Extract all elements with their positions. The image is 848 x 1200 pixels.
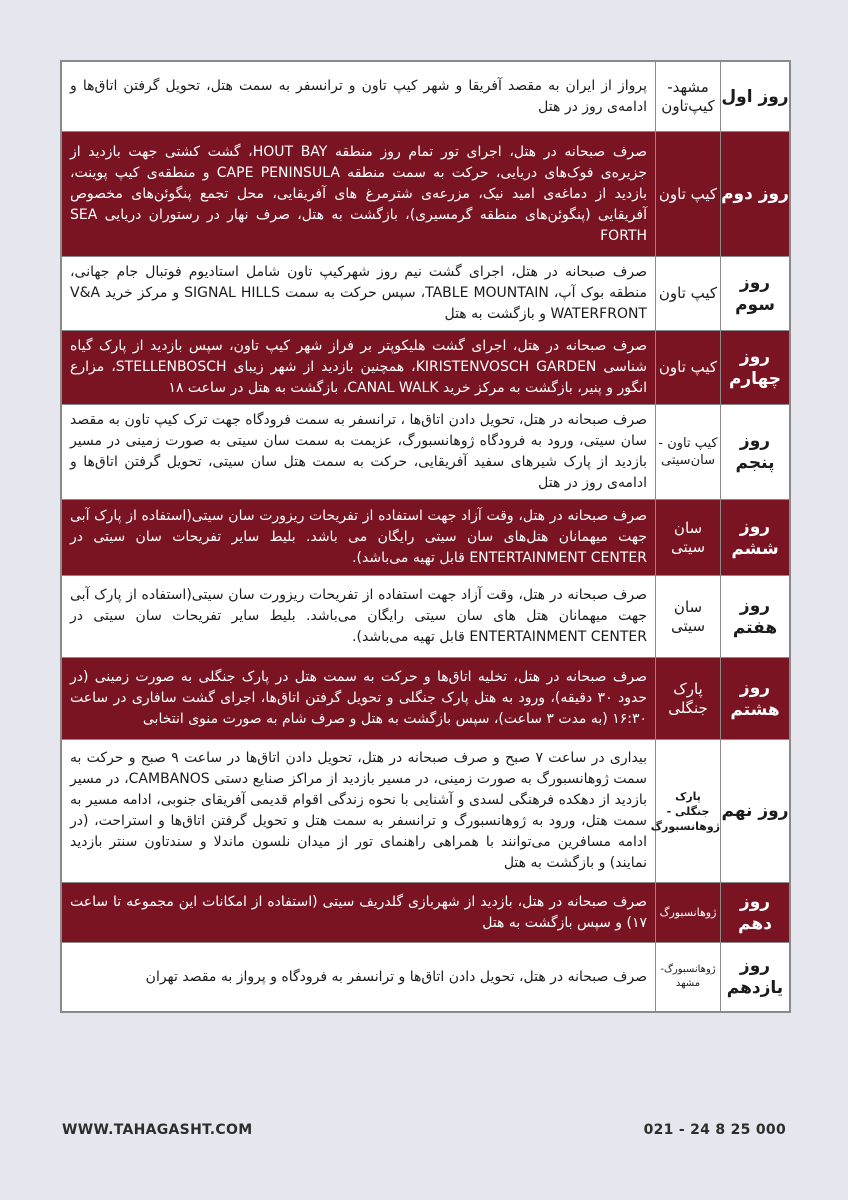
- city-label: مشهد- کیپ‌تاون: [656, 62, 721, 132]
- city-label: سان سیتی: [656, 500, 721, 576]
- day-label: روز نهم: [721, 740, 790, 883]
- itinerary-row-day-4: [62, 331, 790, 405]
- day-label: روز چهارم: [721, 331, 790, 405]
- day-label: روز یازدهم: [721, 943, 790, 1012]
- day-description: صرف صبحانه در هتل، اجرای تور تمام روز منطقه HOUT BAY، گشت کشتی جهت بازدید از جزیره‌ی فوک‌های دریایی، حرکت به سمت منطقه CAPE PENINSULA و منطقه‌ی کیپ پوینت، بازدید از دماغه‌ی امید نیک، مزرعه‌ی شترمرغ های آفریقایی، محل تجمع پنگوئن‌های مخصوص آفریقایی (پنگوئن‌های منطقه گرمسیری)، بازگشت به هتل، صرف نهار در رستوران دریایی SEA FORTH: [62, 132, 656, 257]
- day-label: روز هفتم: [721, 576, 790, 658]
- website-link[interactable]: WWW.TAHAGASHT.COM: [62, 1122, 253, 1138]
- itinerary-row-day-1: [62, 62, 790, 132]
- city-label: پارک جنگلی: [656, 658, 721, 740]
- day-description: صرف صبحانه در هتل، وقت آزاد جهت استفاده از تفریحات ریزورت سان سیتی(استفاده از پارک آبی جهت میهمانان هتل های سان سیتی رایگان می‌باشد. بلیط سایر تفریحات سان سیتی در ENTERTAINMENT CENTER قابل تهیه می‌باشد).: [62, 576, 656, 658]
- day-description: پرواز از ایران به مقصد آفریقا و شهر کیپ تاون و ترانسفر به سمت هتل، تحویل گرفتن اتاق‌ها و ادامه‌ی روز در هتل: [62, 62, 656, 132]
- day-description: بیداری در ساعت ۷ صبح و صرف صبحانه در هتل، تحویل دادن اتاق‌ها در ساعت ۹ صبح و حرکت به سمت ژوهانسبورگ به صورت زمینی، در مسیر بازدید از مراکز صنایع دستی CAMBANOS، در مسیر بازدید از دهکده فرهنگی لسدی و آشنایی با نحوه زندگی اقوام قدیمی آفریقای جنوبی، ادامه مسیر به سمت هتل، ورود به ژوهانسبورگ و ترانسفر به سمت هتل و تحویل گرفتن اتاق‌ها و استراحت، (در ادامه مسافرین می‌توانند با همراهی راهنمای تور از میدان نلسون ماندلا و سندتاون سنتر بازدید نمایند) و بازگشت به هتل: [62, 740, 656, 883]
- itinerary-row-day-8: [62, 658, 790, 740]
- city-label: سان سیتی: [656, 576, 721, 658]
- page-footer: [62, 1122, 786, 1138]
- itinerary-row-day-10: [62, 883, 790, 943]
- day-description: صرف صبحانه در هتل، اجرای گشت نیم روز شهرکیپ تاون شامل استادیوم فوتبال جام جهانی، منطقه بوک آپ، TABLE MOUNTAIN، سپس حرکت به سمت SIGNAL HILLS و مرکز خرید V&A WATERFRONT و بازگشت به هتل: [62, 257, 656, 331]
- day-label: روز دوم: [721, 132, 790, 257]
- day-description: صرف صبحانه در هتل، تحویل دادن اتاق‌ها و ترانسفر به فرودگاه و پرواز به مقصد تهران: [62, 943, 656, 1012]
- itinerary-row-day-6: [62, 500, 790, 576]
- city-label: کیپ تاون: [656, 331, 721, 405]
- itinerary-row-day-9: [62, 740, 790, 883]
- day-label: روز دهم: [721, 883, 790, 943]
- itinerary-row-day-3: [62, 257, 790, 331]
- city-label: ژوهانسبورگ- مشهد: [656, 943, 721, 1012]
- day-description: صرف صبحانه در هتل، وقت آزاد جهت استفاده از تفریحات ریزورت سان سیتی(استفاده از پارک آبی جهت میهمانان هتل‌های سان سیتی رایگان می باشد. بلیط سایر تفریحات سان سیتی در ENTERTAINMENT CENTER قابل تهیه می‌باشد).: [62, 500, 656, 576]
- day-description: صرف صبحانه در هتل، تحویل دادن اتاق‌ها ، ترانسفر به سمت فرودگاه جهت ترک کیپ تاون به مقصد سان سیتی، ورود به فرودگاه ژوهانسبورگ، عزیمت به سمت سان سیتی به صورت زمینی در مسیر بازدید از پارک شیرهای سفید آفریقایی، حرکت به سمت هتل سان سیتی، تحویل گرفتن اتاق‌ها و ادامه‌ی روز در هتل: [62, 405, 656, 500]
- phone-number: 021 - 24 8 25 000: [643, 1122, 786, 1138]
- day-description: صرف صبحانه در هتل، اجرای گشت هلیکوپتر بر فراز شهر کیپ تاون، سپس بازدید از پارک گیاه شناسی KIRISTENVOSCH GARDEN، همچنین بازدید از شهر زیبای STELLENBOSCH، مزارع انگور و پنیر، بازگشت به مرکز خرید CANAL WALK، بازگشت به هتل در ساعت ۱۸: [62, 331, 656, 405]
- day-label: روز سوم: [721, 257, 790, 331]
- city-label: کیپ تاون: [656, 257, 721, 331]
- day-label: روز پنجم: [721, 405, 790, 500]
- itinerary-table: [61, 61, 790, 1012]
- day-label: روز اول: [721, 62, 790, 132]
- itinerary-table-frame: [60, 60, 791, 1013]
- itinerary-row-day-5: [62, 405, 790, 500]
- itinerary-row-day-2: [62, 132, 790, 257]
- city-label: پارک جنگلی - ژوهانسبورگ: [656, 740, 721, 883]
- itinerary-row-day-7: [62, 576, 790, 658]
- itinerary-row-day-11: [62, 943, 790, 1012]
- day-description: صرف صبحانه در هتل، بازدید از شهربازی گلدریف سیتی (استفاده از امکانات این مجموعه تا ساعت ۱۷) و سپس بازگشت به هتل: [62, 883, 656, 943]
- city-label: کیپ تاون - سان‌سیتی: [656, 405, 721, 500]
- city-label: ژوهانسبورگ: [656, 883, 721, 943]
- city-label: کیپ تاون: [656, 132, 721, 257]
- day-description: صرف صبحانه در هتل، تخلیه اتاق‌ها و حرکت به سمت هتل در پارک جنگلی به صورت زمینی (در حدود ۳۰ دقیقه)، ورود به هتل پارک جنگلی و تحویل گرفتن اتاق‌ها، اجرای گشت سافاری در ساعت ۱۶:۳۰ (به مدت ۳ ساعت)، سپس بازگشت به هتل و صرف شام به صورت منوی انتخابی: [62, 658, 656, 740]
- day-label: روز هشتم: [721, 658, 790, 740]
- day-label: روز ششم: [721, 500, 790, 576]
